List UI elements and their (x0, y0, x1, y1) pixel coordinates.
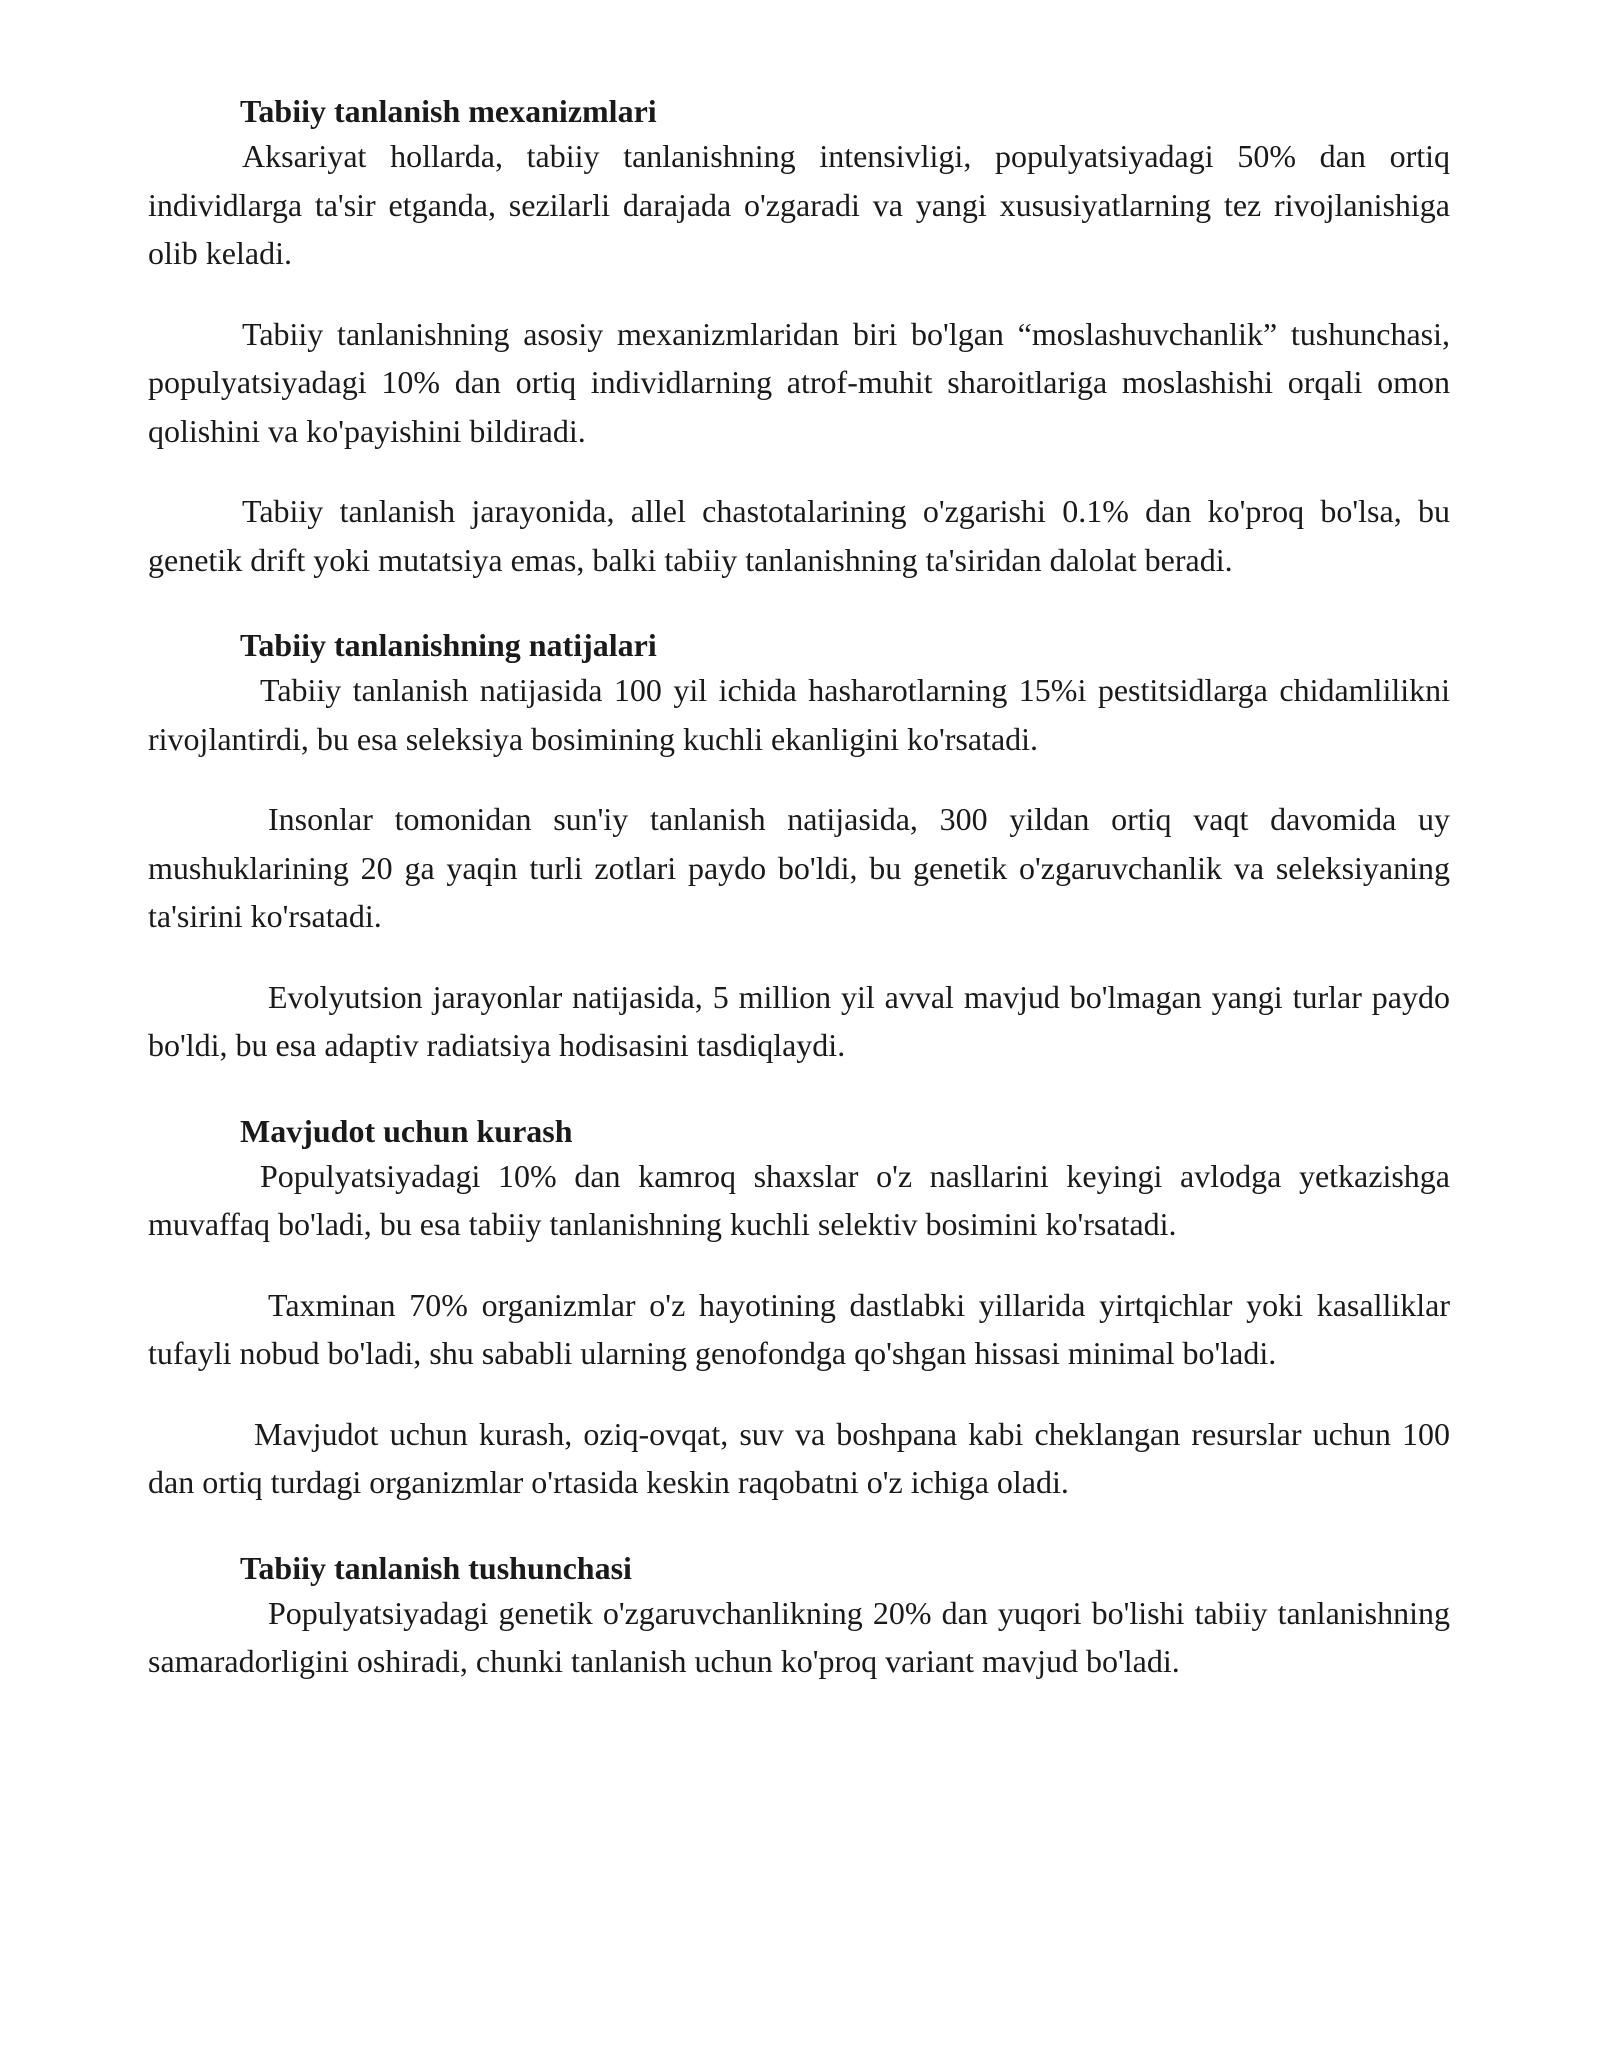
section-tushunchasi (148, 1547, 1450, 1686)
paragraph: Tabiiy tanlanish natijasida 100 yil ichida hasharotlarning 15%i pestitsidlarga chidamlilikni rivojlantirdi, bu esa seleksiya bosimining kuchli ekanligini ko'rsatadi. (148, 672, 1450, 757)
section-heading: Tabiiy tanlanish tushunchasi (240, 1549, 632, 1586)
paragraph: Tabiiy tanlanishning asosiy mexanizmlaridan biri bo'lgan “moslashuvchanlik” tushunchasi, populyatsiyadagi 10% dan ortiq individlarning atrof-muhit sharoitlariga moslashishi orqali omon qolishini va ko'payishini bildiradi. (148, 315, 1450, 449)
section-mexanizmlari (148, 90, 1450, 584)
paragraph: Aksariyat hollarda, tabiiy tanlanishning intensivligi, populyatsiyadagi 50% dan ortiq individlarga ta'sir etganda, sezilarli darajada o'zgaradi va yangi xususiyatlarning tez rivojlanishiga olib keladi. (148, 138, 1450, 271)
section-heading: Tabiiy tanlanish mexanizmlari (240, 93, 657, 129)
paragraph: Mavjudot uchun kurash, oziq-ovqat, suv va boshpana kabi cheklangan resurslar uchun 100 dan ortiq turdagi organizmlar o'rtasida keskin raqobatni o'z ichiga oladi. (148, 1415, 1450, 1500)
section-heading: Tabiiy tanlanishning natijalari (240, 627, 657, 663)
paragraph: Tabiiy tanlanish jarayonida, allel chastotalarining o'zgarishi 0.1% dan ko'proq bo'lsa, bu genetik drift yoki mutatsiya emas, balki tabiiy tanlanishning ta'siridan dalolat beradi. (148, 493, 1450, 578)
paragraph: Evolyutsion jarayonlar natijasida, 5 million yil avval mavjud bo'lmagan yangi turlar paydo bo'ldi, bu esa adaptiv radiatsiya hodisasini tasdiqlaydi. (148, 978, 1450, 1063)
paragraph: Insonlar tomonidan sun'iy tanlanish natijasida, 300 yildan ortiq vaqt davomida uy mushuklarining 20 ga yaqin turli zotlari paydo bo'ldi, bu genetik o'zgaruvchanlik va seleksiyaning ta'sirini ko'rsatadi. (148, 801, 1450, 934)
paragraph: Populyatsiyadagi 10% dan kamroq shaxslar o'z nasllarini keyingi avlodga yetkazishga muvaffaq bo'ladi, bu esa tabiiy tanlanishning kuchli selektiv bosimini ko'rsatadi. (148, 1157, 1450, 1242)
paragraph: Taxminan 70% organizmlar o'z hayotining dastlabki yillarida yirtqichlar yoki kasalliklar tufayli nobud bo'ladi, shu sababli ularning genofondga qo'shgan hissasi minimal bo'ladi. (148, 1286, 1450, 1371)
section-kurash (148, 1110, 1450, 1507)
paragraph: Populyatsiyadagi genetik o'zgaruvchanlikning 20% dan yuqori bo'lishi tabiiy tanlanishning samaradorligini oshiradi, chunki tanlanish uchun ko'proq variant mavjud bo'ladi. (148, 1594, 1450, 1679)
document-page (148, 90, 1450, 1686)
section-heading: Mavjudot uchun kurash (240, 1112, 573, 1149)
section-natijalari (148, 624, 1450, 1070)
